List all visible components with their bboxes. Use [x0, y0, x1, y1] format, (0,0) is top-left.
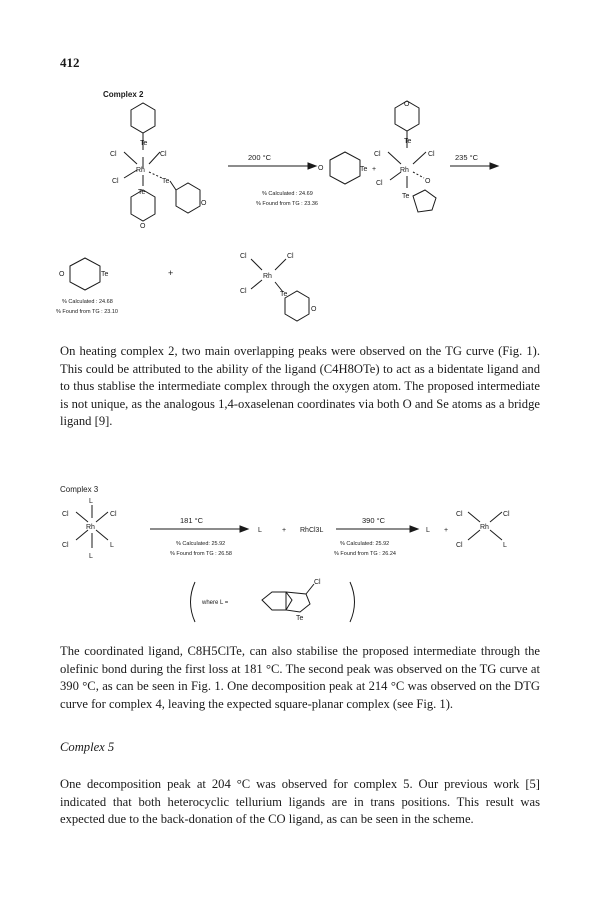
calculated-2: % Calculated: 25.92	[340, 541, 390, 547]
oxatellurane-ring-side	[176, 183, 200, 213]
atom-rh: Rh	[400, 167, 409, 174]
atom-cl: Cl	[160, 151, 167, 158]
atom-o: O	[59, 271, 65, 278]
plus-sign: +	[168, 268, 174, 278]
atom-te: Te	[280, 291, 288, 298]
rhcl3l: RhCl3L	[300, 527, 324, 534]
atom-cl: Cl	[314, 579, 321, 586]
plus-sign: +	[444, 527, 449, 534]
atom-cl: Cl	[374, 151, 381, 158]
atom-rh: Rh	[86, 524, 95, 531]
paragraph-complex-2: On heating complex 2, two main overlapping peaks were observed on the TG curve (Fig. 1). This could be attributed to the ability of the ligand (C4H8OTe) to act as a bidentate ligand and to thus stablise the intermediate complex through the oxygen atom. The proposed intermediate is not unique, as the analogous 1,4-oxaselenan coordinates via both O and Se atoms as a bridge ligand [9].	[60, 344, 540, 429]
free-ligand-ring	[330, 152, 360, 184]
atom-te: Te	[101, 271, 109, 278]
atom-te: Te	[402, 193, 410, 200]
temp-181: 181 °C	[180, 516, 204, 525]
temp-235: 235 °C	[455, 153, 479, 162]
benzene-ring	[262, 592, 292, 610]
found-1: % Found from TG : 26.58	[170, 551, 232, 557]
calculated-top: % Calculated : 24.69	[262, 191, 313, 197]
temp-390: 390 °C	[362, 516, 386, 525]
ligand-l: L	[503, 542, 507, 549]
oxatellurane-ring-top	[131, 103, 155, 133]
bracket-left	[191, 582, 196, 622]
scheme-complex-3	[0, 470, 595, 650]
paragraph-complex-5: One decomposition peak at 204 °C was observed for complex 5. Our previous work [5] indicated that both heterocyclic tellurium ligands are in trans positions. This result was expected due to the back-donation of the CO ligand, as can be seen in the scheme.	[60, 777, 540, 827]
found-top: % Found from TG : 23.36	[256, 201, 318, 207]
ligand-l: L	[110, 542, 114, 549]
atom-te: Te	[360, 166, 368, 173]
atom-o: O	[425, 178, 431, 185]
plus-sign: +	[282, 527, 287, 534]
atom-cl: Cl	[376, 180, 383, 187]
atom-rh: Rh	[263, 273, 272, 280]
atom-te: Te	[140, 140, 148, 147]
atom-o: O	[311, 306, 317, 313]
section-heading-complex-5: Complex 5	[60, 740, 115, 754]
atom-te: Te	[404, 138, 412, 145]
atom-cl: Cl	[287, 253, 294, 260]
atom-cl: Cl	[110, 511, 117, 518]
page-number: 412	[60, 55, 80, 70]
temp-200: 200 °C	[248, 153, 272, 162]
atom-cl: Cl	[240, 288, 247, 295]
atom-o: O	[140, 223, 146, 230]
atom-cl: Cl	[110, 151, 117, 158]
atom-te: Te	[162, 178, 170, 185]
atom-cl: Cl	[62, 542, 69, 549]
atom-te: Te	[138, 189, 146, 196]
product-ligand-ring	[70, 258, 100, 290]
atom-rh: Rh	[136, 167, 145, 174]
found-bottom: % Found from TG : 23.10	[56, 309, 118, 315]
atom-o: O	[318, 165, 324, 172]
atom-cl: Cl	[503, 511, 510, 518]
scheme2-title: Complex 3	[60, 485, 99, 494]
calculated-bottom: % Calculated : 24.68	[62, 299, 113, 305]
atom-o: O	[201, 200, 207, 207]
where-label: where L =	[202, 600, 229, 606]
ligand-l: L	[89, 498, 93, 505]
ligand-l: L	[89, 553, 93, 560]
scheme1-title: Complex 2	[103, 90, 144, 99]
ligand-l: L	[426, 527, 430, 534]
atom-te: Te	[296, 615, 304, 622]
atom-cl: Cl	[112, 178, 119, 185]
atom-o: O	[404, 101, 410, 108]
scheme-complex-2	[0, 0, 595, 330]
atom-cl: Cl	[456, 511, 463, 518]
tellurophene-ring	[286, 592, 310, 612]
product-complex-ring	[285, 291, 309, 321]
plus-sign: +	[372, 166, 377, 173]
atom-cl: Cl	[62, 511, 69, 518]
atom-cl: Cl	[240, 253, 247, 260]
chelate-ring	[413, 190, 436, 212]
atom-rh: Rh	[480, 524, 489, 531]
atom-cl: Cl	[456, 542, 463, 549]
found-2: % Found from TG : 26.24	[334, 551, 396, 557]
ligand-l: L	[258, 527, 262, 534]
atom-cl: Cl	[428, 151, 435, 158]
calculated-1: % Calculated: 25.92	[176, 541, 226, 547]
paragraph-complex-3: The coordinated ligand, C8H5ClTe, can also stabilise the proposed intermediate through the olefinic bond during the first loss at 181 °C. The second peak was observed on the TG curve at 390 °C, as can be seen in Fig. 1. One decomposition peak at 214 °C was observed on the DTG curve for complex 4, leaving the expected square-planar complex (see Fig. 1).	[60, 644, 540, 711]
bracket-right	[350, 582, 355, 622]
